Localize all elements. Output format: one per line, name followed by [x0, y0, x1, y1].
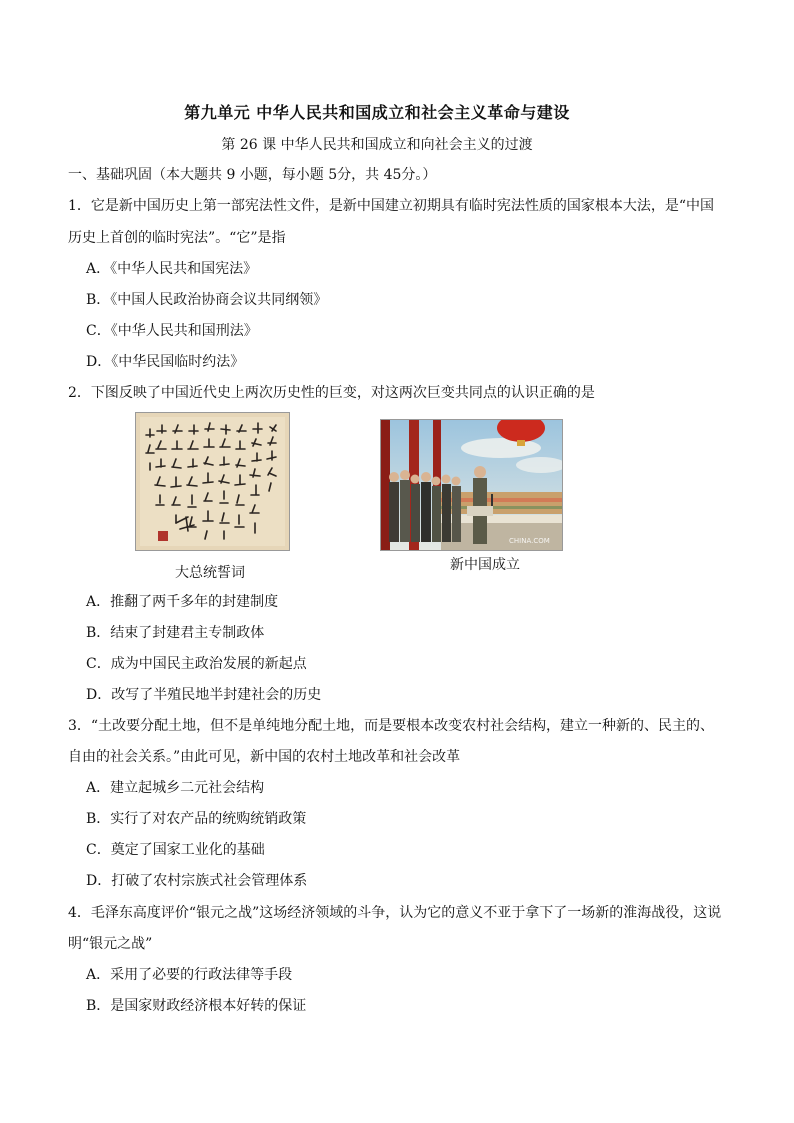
- caption-oath: 大总统誓词: [175, 565, 245, 581]
- question-4-option-a: A．采用了必要的行政法律等手段: [86, 967, 293, 983]
- question-2-option-b: B．结束了封建君主专制政体: [86, 625, 265, 641]
- question-3-option-b: B．实行了对农产品的统购统销政策: [86, 811, 307, 827]
- lesson-title: 第 26 课 中华人民共和国成立和向社会主义的过渡: [221, 137, 533, 153]
- question-1-line-1: 1．它是新中国历史上第一部宪法性文件，是新中国建立初期具有临时宪法性质的国家根本大法，是“中国: [68, 198, 715, 214]
- painting-watermark: CHINA.COM: [509, 537, 550, 545]
- question-1-option-b: B．《中国人民政治协商会议共同纲领》: [86, 292, 328, 308]
- question-1-line-2: 历史上首创的临时宪法”。“它”是指: [68, 230, 286, 246]
- question-2-option-d: D．改写了半殖民地半封建社会的历史: [86, 687, 322, 703]
- question-2-line-1: 2．下图反映了中国近代史上两次历史性的巨变，对这两次巨变共同点的认识正确的是: [68, 385, 595, 401]
- calligraphy-image: [135, 412, 290, 551]
- question-3-line-2: 自由的社会关系。”由此可见，新中国的农村土地改革和社会改革: [68, 749, 461, 765]
- question-4-line-1: 4．毛泽东高度评价“银元之战”这场经济领域的斗争，认为它的意义不亚于拿下了一场新的淮海战役，这说: [68, 905, 722, 921]
- question-4-line-2: 明“银元之战”: [68, 936, 153, 952]
- question-1-option-a: A．《中华人民共和国宪法》: [86, 261, 258, 277]
- question-3-option-c: C．奠定了国家工业化的基础: [86, 842, 265, 858]
- question-1-option-c: C．《中华人民共和国刑法》: [86, 323, 258, 339]
- calligraphy-icon: [136, 413, 289, 550]
- question-4-option-b: B．是国家财政经济根本好转的保证: [86, 998, 307, 1014]
- question-2-option-c: C．成为中国民主政治发展的新起点: [86, 656, 307, 672]
- section-title: 一、基础巩固（本大题共 9 小题，每小题 5分，共 45分。）: [68, 167, 437, 183]
- unit-title: 第九单元 中华人民共和国成立和社会主义革命与建设: [184, 103, 570, 122]
- question-3-option-d: D．打破了农村宗族式社会管理体系: [86, 873, 308, 889]
- question-2-option-a: A．推翻了两千多年的封建制度: [86, 594, 279, 610]
- question-1-option-d: D．《中华民国临时约法》: [86, 354, 245, 370]
- question-3-line-1: 3．“土改要分配土地，但不是单纯地分配土地，而是要根本改变农村社会结构，建立一种新的、民主的、: [68, 718, 715, 734]
- painting-icon: [381, 420, 562, 550]
- founding-painting-image: [380, 419, 563, 551]
- caption-founding: 新中国成立: [450, 557, 520, 573]
- question-3-option-a: A．建立起城乡二元社会结构: [86, 780, 265, 796]
